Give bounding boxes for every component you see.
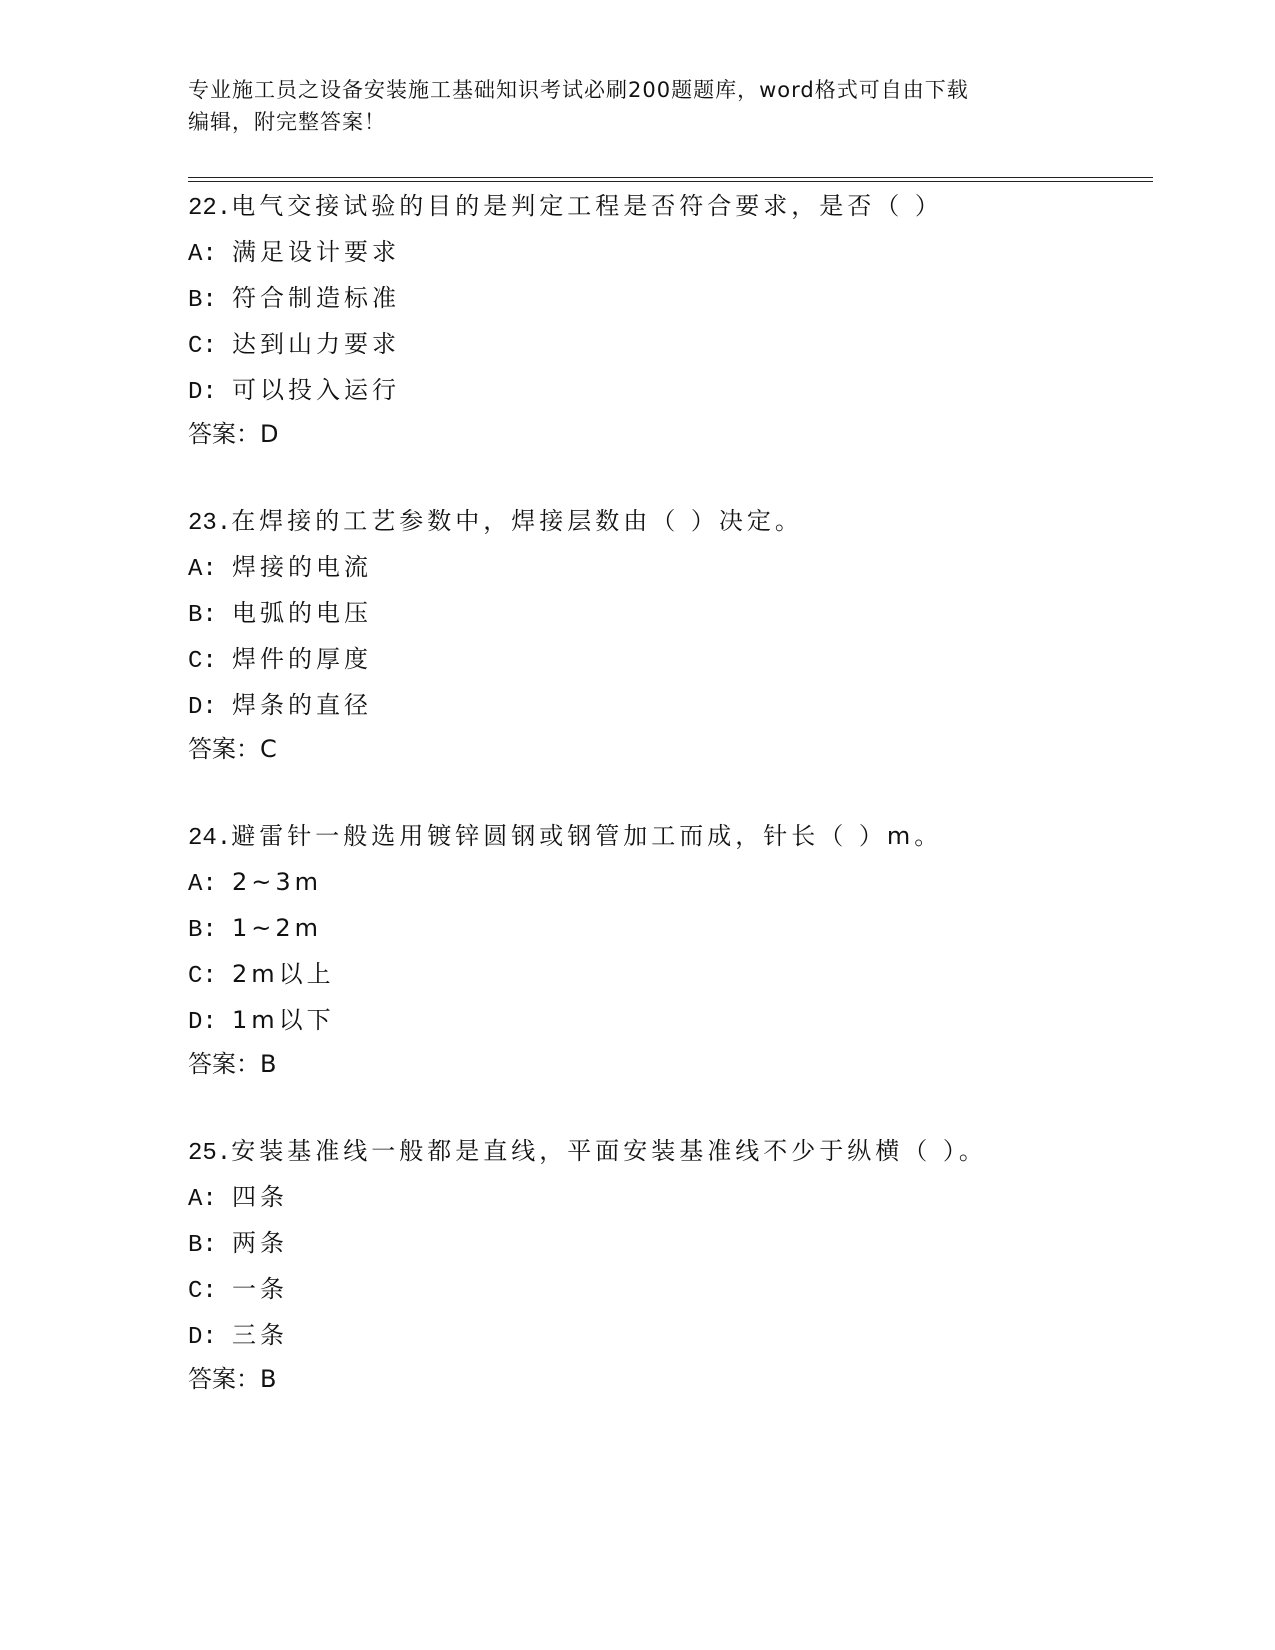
option-text: 三条 — [232, 1321, 288, 1349]
option-c — [188, 643, 1153, 675]
option-letter: A: — [188, 556, 217, 583]
option-letter: C: — [188, 963, 217, 990]
question-number: 22. — [188, 195, 232, 222]
option-c — [188, 958, 1153, 990]
option-b — [188, 282, 1153, 314]
option-letter: D: — [188, 694, 217, 721]
answer-line: 答案：B — [188, 1365, 277, 1393]
question-stem — [188, 505, 1153, 537]
option-text: 焊件的厚度 — [232, 645, 372, 673]
option-text: 可以投入运行 — [232, 376, 400, 404]
option-letter: B: — [188, 602, 217, 629]
option-a — [188, 866, 1153, 898]
question-text: 在焊接的工艺参数中，焊接层数由（ ）决定。 — [231, 507, 803, 535]
option-text: 1~2m — [232, 914, 323, 942]
option-b — [188, 1227, 1153, 1259]
option-text: 两条 — [232, 1229, 288, 1257]
option-letter: A: — [188, 1186, 217, 1213]
option-a — [188, 551, 1153, 583]
answer-line: 答案：D — [188, 420, 279, 448]
option-text: 一条 — [232, 1275, 288, 1303]
question-stem — [188, 820, 1153, 852]
option-b — [188, 912, 1153, 944]
question-text: 安装基准线一般都是直线，平面安装基准线不少于纵横（ ）。 — [231, 1137, 987, 1165]
option-text: 焊条的直径 — [232, 691, 372, 719]
header-divider-top — [188, 177, 1153, 178]
header-title-line-2: 编辑，附完整答案！ — [188, 110, 386, 134]
question-stem — [188, 190, 1153, 222]
question-text: 避雷针一般选用镀锌圆钢或钢管加工而成，针长（ ）m。 — [231, 822, 943, 850]
option-text: 1m以下 — [232, 1006, 335, 1034]
header-title-line-1: 专业施工员之设备安装施工基础知识考试必刷200题题库，word格式可自由下载 — [188, 78, 969, 102]
option-text: 电弧的电压 — [232, 599, 372, 627]
option-letter: C: — [188, 1278, 217, 1305]
option-a — [188, 236, 1153, 268]
question-25 — [188, 1135, 1153, 1395]
answer-line: 答案：B — [188, 1050, 277, 1078]
option-letter: B: — [188, 1232, 217, 1259]
option-text: 焊接的电流 — [232, 553, 372, 581]
option-letter: A: — [188, 871, 217, 898]
option-letter: D: — [188, 1324, 217, 1351]
document-header — [188, 74, 1088, 138]
question-22 — [188, 190, 1153, 450]
option-text: 2m以上 — [232, 960, 335, 988]
option-letter: D: — [188, 1009, 217, 1036]
option-letter: D: — [188, 379, 217, 406]
option-letter: C: — [188, 648, 217, 675]
option-text: 符合制造标准 — [232, 284, 400, 312]
option-text: 达到山力要求 — [232, 330, 400, 358]
question-stem — [188, 1135, 1153, 1167]
option-letter: A: — [188, 241, 217, 268]
option-letter: B: — [188, 287, 217, 314]
option-letter: B: — [188, 917, 217, 944]
option-text: 2~3m — [232, 868, 323, 896]
option-d — [188, 1319, 1153, 1351]
option-c — [188, 328, 1153, 360]
option-c — [188, 1273, 1153, 1305]
option-a — [188, 1181, 1153, 1213]
option-text: 满足设计要求 — [232, 238, 400, 266]
question-23 — [188, 505, 1153, 765]
option-d — [188, 374, 1153, 406]
option-d — [188, 689, 1153, 721]
option-text: 四条 — [232, 1183, 288, 1211]
answer-line: 答案：C — [188, 735, 277, 763]
question-number: 23. — [188, 510, 232, 537]
question-number: 24. — [188, 825, 232, 852]
option-b — [188, 597, 1153, 629]
option-d — [188, 1004, 1153, 1036]
header-divider-bottom — [188, 181, 1153, 182]
question-number: 25. — [188, 1140, 232, 1167]
question-text: 电气交接试验的目的是判定工程是否符合要求，是否（ ） — [231, 192, 943, 220]
option-letter: C: — [188, 333, 217, 360]
question-24 — [188, 820, 1153, 1080]
